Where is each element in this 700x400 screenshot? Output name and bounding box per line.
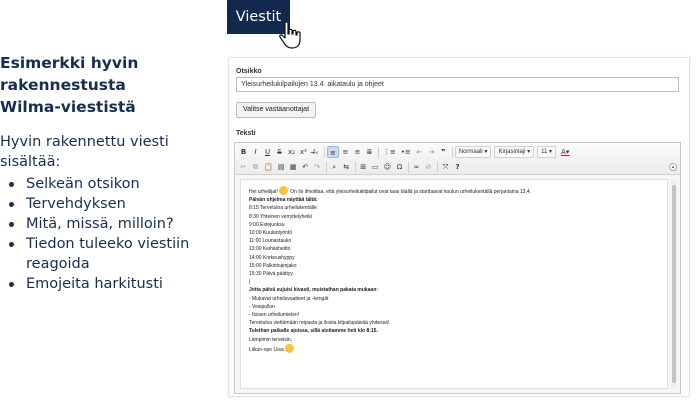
guidance-intro-line: sisältää: [0, 154, 61, 170]
tab-viestit[interactable]: Viestit [227, 0, 290, 34]
guidance-list [0, 174, 215, 294]
body-line: - Vesipullon [249, 303, 275, 310]
body-label: Teksti [236, 130, 256, 137]
clear-format-icon[interactable]: I̶ₓ [312, 148, 319, 156]
body-line: 15:30 Päivä päättyy [249, 271, 293, 278]
message-form [228, 57, 690, 397]
body-line: Lämpimin terveisin, [249, 336, 293, 343]
unlink-icon[interactable]: ⊘ [425, 163, 432, 171]
toolbar-separator [452, 147, 453, 158]
guidance-column [0, 52, 215, 294]
toolbar-row [238, 145, 572, 159]
guidance-heading [0, 52, 215, 118]
body-line: 8:15 Tervetuloa urheilukentälle [249, 205, 317, 212]
guidance-intro [0, 132, 215, 172]
align-center-icon[interactable]: ≡ [342, 148, 349, 156]
help-icon[interactable]: ? [455, 163, 460, 171]
subscript-icon[interactable]: x₂ [288, 148, 295, 156]
bullet-list-icon[interactable]: •≡ [400, 148, 411, 156]
align-left-icon[interactable]: ≡ [327, 146, 339, 158]
editor-toolbar [235, 143, 680, 175]
redo-icon[interactable]: ↷ [314, 163, 321, 171]
font-size-select[interactable]: 11 ▾ [537, 146, 556, 158]
quote-icon[interactable]: ❞ [441, 148, 446, 156]
paste-word-icon[interactable]: ▦ [289, 163, 297, 171]
guidance-intro-line: Hyvin rakennettu viesti [0, 134, 169, 150]
body-line: - Iloisen urheilumielen! [249, 312, 300, 319]
underline-icon[interactable]: U [264, 148, 271, 156]
font-select[interactable]: Kirjasinlaji ▾ [494, 146, 534, 158]
outdent-icon[interactable]: ⇤ [416, 148, 423, 156]
text-color-icon[interactable]: A▾ [561, 148, 570, 156]
guidance-item: Mitä, missä, milloin? [0, 214, 215, 234]
maximize-icon[interactable]: ⤧ [442, 163, 449, 171]
guidance-item: Tiedon tuleeko viestiin reagoida [0, 234, 215, 274]
toolbar-separator [378, 147, 379, 158]
format-select[interactable]: Normaali ▾ [455, 146, 492, 158]
body-line: Tervetuloa viettämään reipasta ja iloista kilpailupäivää yhdessä! [249, 320, 390, 327]
body-line: 10:00 Kuulantyöntö [249, 230, 293, 237]
toolbar-separator [326, 162, 327, 173]
body-line: Päivän ohjelma näyttää tältä: [249, 197, 318, 204]
toolbar-separator [324, 147, 325, 158]
body-line: - Mukavat urheiluvaatteet ja -kengät [249, 295, 329, 302]
numbered-list-icon[interactable]: ⋮≡ [382, 148, 396, 156]
collapse-toolbar-icon[interactable]: ▴ [669, 163, 677, 171]
body-line: Tulethan paikalle ajoissa, sillä aloitamme heti klo 8:15. [249, 328, 378, 335]
paste-icon[interactable]: 📋 [264, 163, 273, 171]
raised-hand-emoji-icon [279, 186, 288, 195]
copy-icon[interactable]: ⧉ [253, 163, 258, 171]
subject-input[interactable]: Yleisurheilukilpailujen 13.4. aikataulu ja ohjeet [236, 77, 679, 92]
superscript-icon[interactable]: x² [300, 148, 307, 156]
align-right-icon[interactable]: ≡ [354, 148, 361, 156]
toolbar-separator [437, 162, 438, 173]
flexed-biceps-emoji-icon [285, 344, 294, 353]
guidance-heading-line: Wilma-viestistä [0, 98, 136, 116]
rich-text-editor [234, 142, 681, 394]
guidance-heading-line: rakennestusta [0, 76, 126, 94]
body-line: Jotta päivä sujuisi kivasti, muistathan pakata mukaan: [249, 287, 378, 294]
toolbar-separator [355, 162, 356, 173]
body-line: 11:00 Lounastauko [249, 238, 292, 245]
guidance-item: Selkeän otsikon [0, 174, 215, 194]
find-icon[interactable]: ⌕ [332, 163, 337, 171]
guidance-item: Emojeita harkitusti [0, 274, 215, 294]
body-line: 13:00 Keihäsheitto [249, 246, 291, 253]
guidance-item: Tervehdyksen [0, 194, 215, 214]
editor-scrollbar[interactable] [671, 179, 677, 389]
editor-content-area[interactable] [240, 179, 668, 389]
body-line: Liikun-ope Liisa [249, 344, 667, 354]
body-line: 8:30 Yhteinen verryttelyhetki [249, 213, 313, 220]
link-icon[interactable]: ∞ [413, 163, 420, 171]
cut-icon[interactable]: ✂ [240, 163, 247, 171]
special-char-icon[interactable]: Ω [396, 163, 403, 171]
indent-icon[interactable]: ⇥ [428, 148, 435, 156]
pointer-hand-icon [276, 20, 306, 50]
bold-icon[interactable]: B [240, 148, 247, 156]
paste-text-icon[interactable]: ▤ [277, 163, 285, 171]
replace-icon[interactable]: ⇆ [343, 163, 350, 171]
body-line: 9:00 Estejuoksu [249, 221, 285, 228]
toolbar-separator [408, 162, 409, 173]
subject-label: Otsikko [236, 68, 262, 75]
body-line: 15:00 Palkintojenjako [249, 262, 297, 269]
body-line: Hei urheilijat! On ilo ilmoittaa, että yleisurheilukilpailut ovat taas täällä ja starttaavat koulun urheilukentällä perjantaina 13.4. [249, 186, 667, 196]
smiley-icon[interactable]: ☺ [383, 163, 392, 171]
body-line: 14:00 Korkeushyppy [249, 254, 295, 261]
strikethrough-icon[interactable]: S [277, 148, 282, 156]
horizontal-line-icon[interactable]: ▭ [371, 163, 379, 171]
toolbar-row [238, 160, 464, 174]
body-line: | [249, 279, 251, 286]
undo-icon[interactable]: ↶ [302, 163, 309, 171]
editor-scrollbar-thumb[interactable] [672, 185, 676, 383]
italic-icon[interactable]: I [254, 148, 257, 156]
select-recipients-button[interactable]: Valitse vastaanottajat [236, 102, 316, 118]
justify-icon[interactable]: ≣ [366, 148, 373, 156]
guidance-heading-line: Esimerkki hyvin [0, 54, 139, 72]
table-icon[interactable]: ⊞ [360, 163, 367, 171]
